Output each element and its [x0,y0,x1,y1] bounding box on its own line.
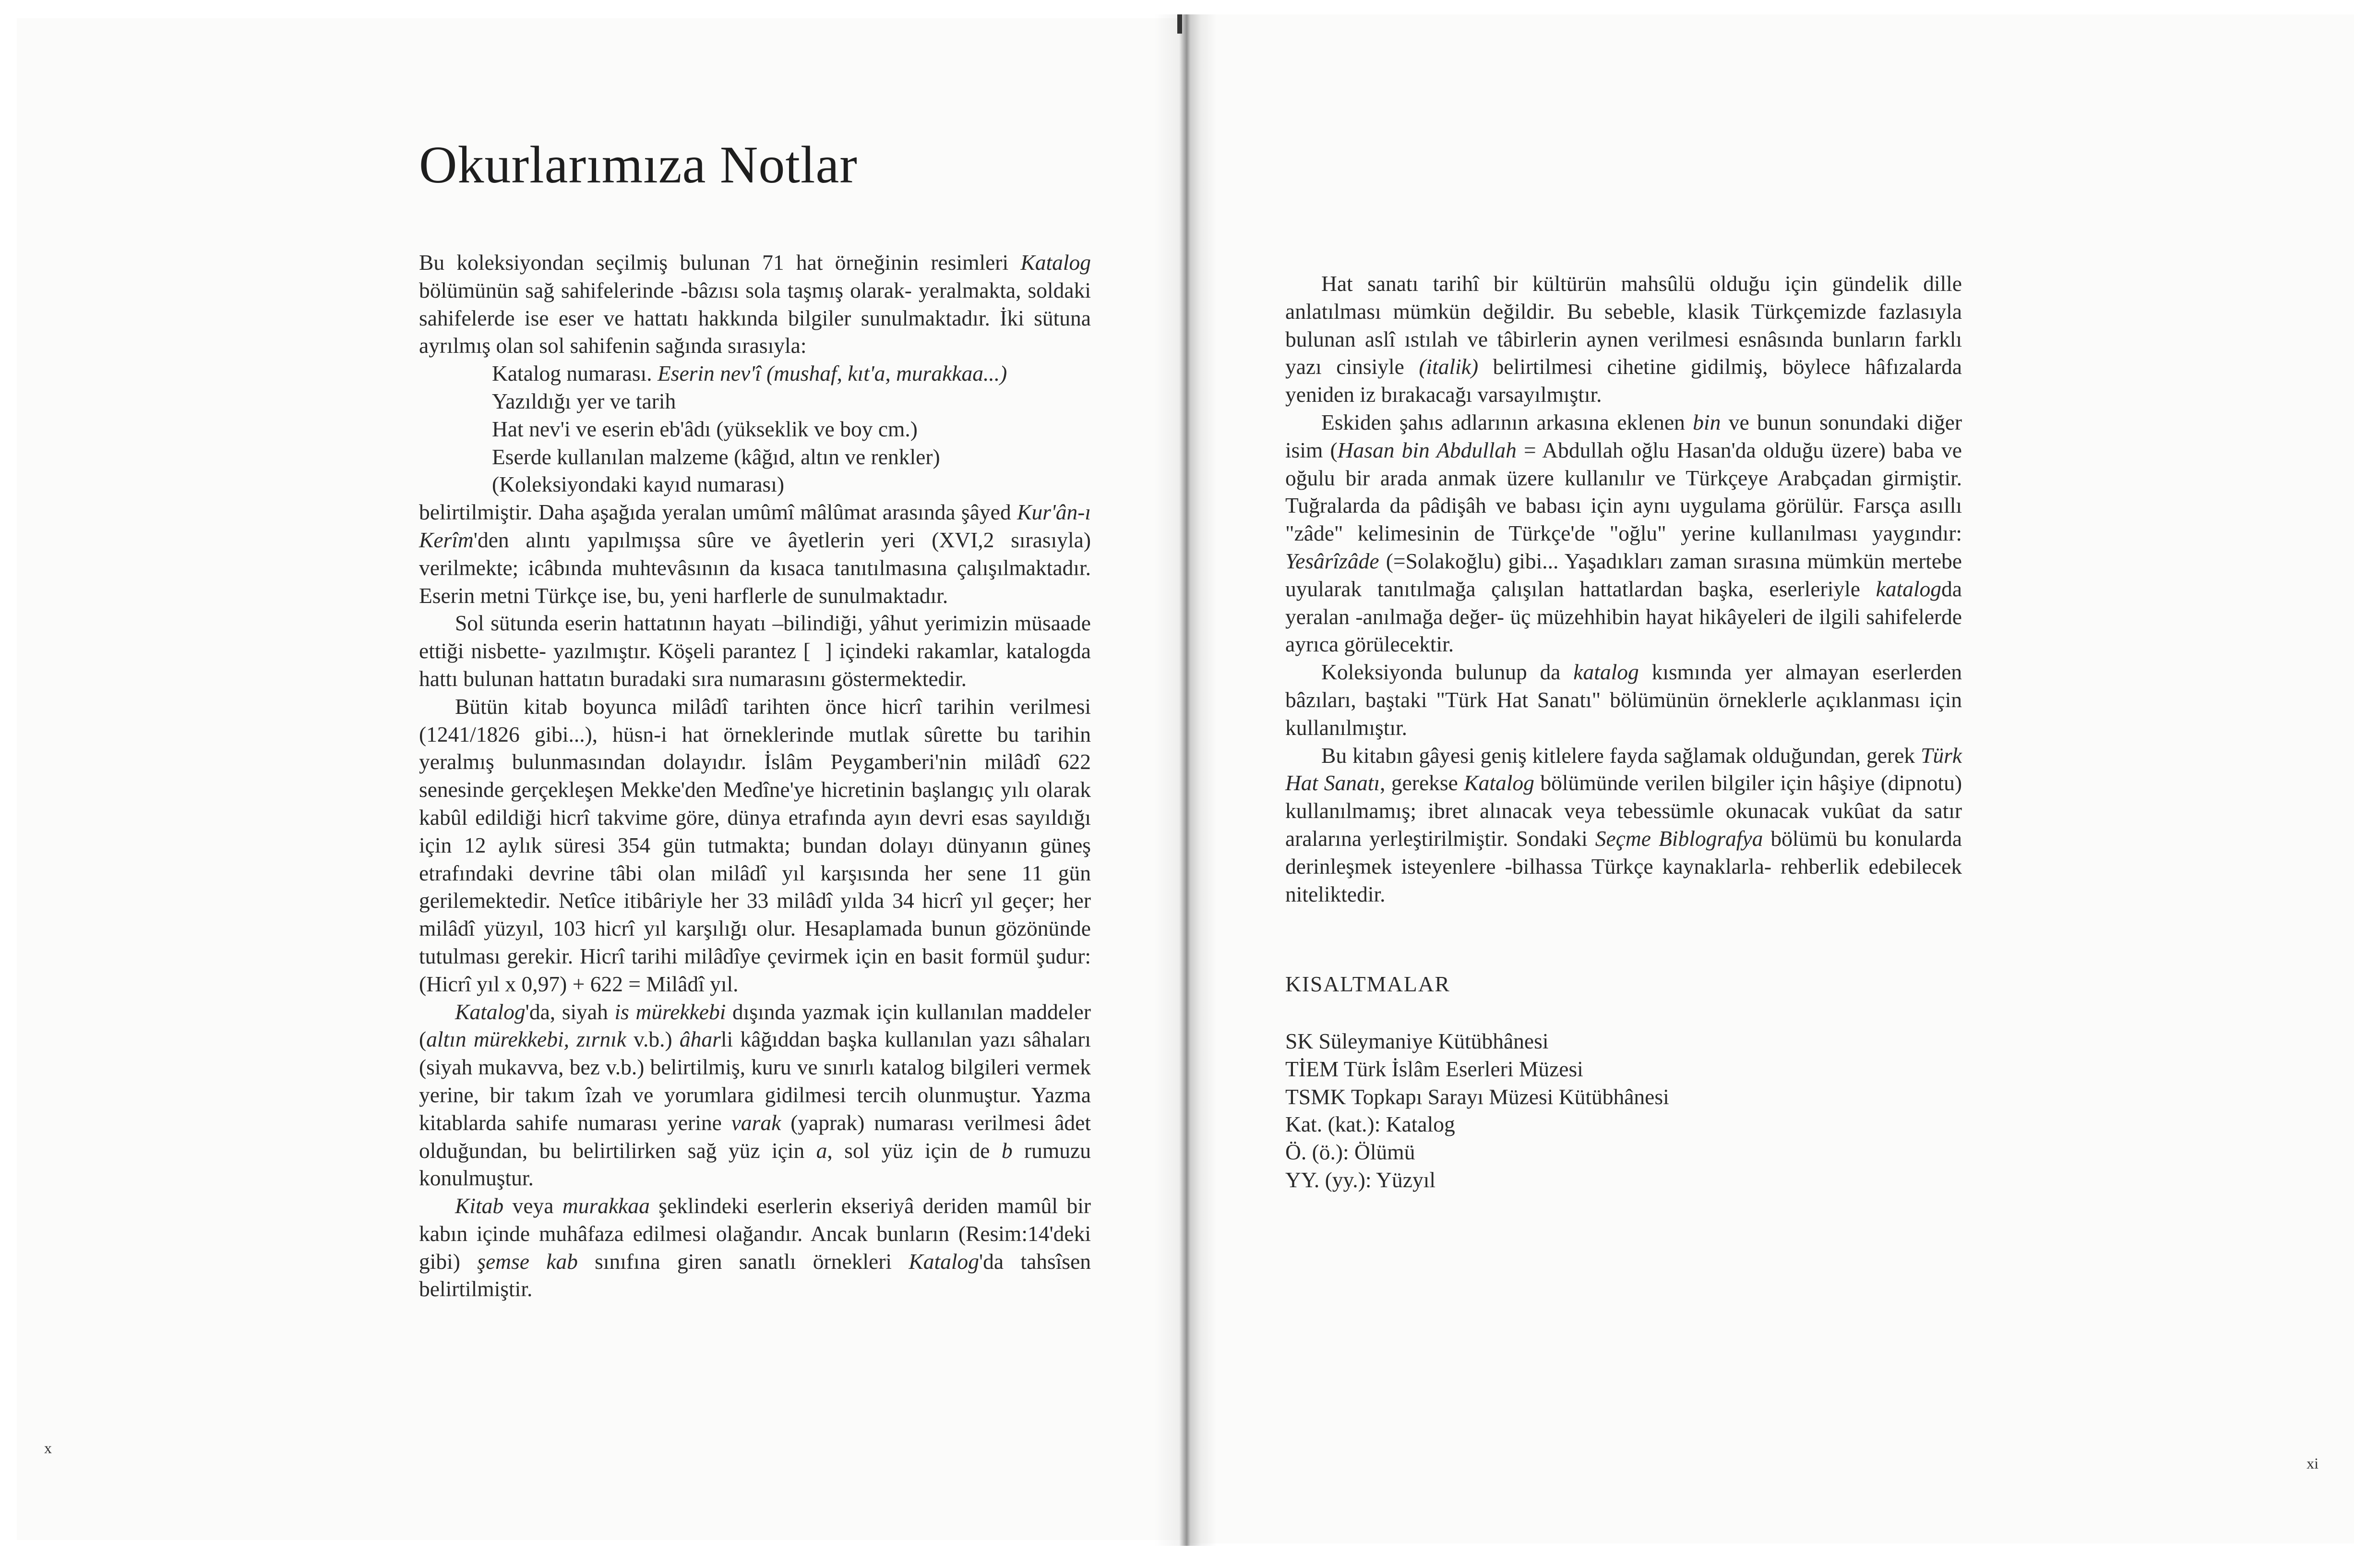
paragraph: Katalog'da, siyah is mürekkebi dışında yazmak için kullanılan maddeler (altın mürekkebi, zırnık v.b.) âharli kâğıddan başka kullanılan yazı sâhaları (siyah mukavva, bez v.b.) belirtilmiş, kuru ve sınırlı katalog bilgileri vermek yerine, bir takım îzah ve yorumlara gidilmesi tercih olunmuştur. Yazma kitablarda sahife numarası yerine varak (yaprak) numarası verilmesi âdet olduğundan, bu belirtilirken sağ yüz için a, sol yüz için de b rumuzu konulmuştur. [419,999,1091,1191]
abbreviation-item: YY. (yy.): Yüzyıl [1285,1167,1435,1192]
paragraph: Eskiden şahıs adlarının arkasına eklenen bin ve bunun sonundaki diğer isim (Hasan bin Abdullah = Abdullah oğlu Hasan'da olduğu üzere) baba ve oğulu bir arada anmak üzere kullanılır ve Türkçeye Arabçadan girmiştir. Tuğralarda da pâdişâh ve babası için aynı uygulama görülür. Farsça asıllı "zâde" kelimesinin de Türkçe'de "oğlu" yerine kullanılması yaygındır: Yesârîzâde (=Solakoğlu) gibi... Yaşadıkları zaman sırasına mümkün mertebe uyularak tanıtılmağa çalışılan hattatlardan başka, eserleriyle katalogda yeralan -anılmağa değer- üç müzehhibin hayat hikâyeleri de ilgili sahifelerde ayrıca görülecektir. [1285,410,1962,657]
paragraph: Bütün kitab boyunca milâdî tarihten önce hicrî tarihin verilmesi (1241/1826 gibi...), hüsn-i hat örneklerinde mutlak sûrette bu tarihin yeralmış bulunmasından dolayıdır. İslâm Peygamberi'nin milâdî 622 senesinde gerçekleşen Mekke'den Medîne'ye hicretinin başlangıç yılı olarak kabûl edildiği hicrî takvime göre, dünya etrafında ayın devri esas sayıldığı için 12 aylık süresi 354 gün tutmakta; bundan dolayı dünyanın güneş etrafındaki devrine tâbi olan milâdî yıl karşısında her sene 11 gün gerilemektedir. Netîce itibâriyle her 33 milâdî yılda 34 hicrî yıl geçer; her milâdî yüzyıl, 103 hicrî yıl karşılığı olur. Hesaplamada bunun gözönünde tutulması gerekir. Hicrî tarihi milâdîye çevirmek için en basit formül şudur: (Hicrî yıl x 0,97) + 622 = Milâdî yıl. [419,694,1091,996]
list-item: Katalog numarası. Eserin nev'î (mushaf, kıt'a, murakkaa...) [492,361,1007,386]
paragraph: Bu koleksiyondan seçilmiş bulunan 71 hat örneğinin resimleri Katalog bölümünün sağ sahifelerinde -bâzısı sola taşmış olarak- yeralmakta, soldaki sahifelerde ise eser ve hattatı hakkında bilgiler sunulmaktadır. İki sütuna ayrılmış olan sol sahifenin sağında sırasıyla: [419,250,1091,358]
right-text-column [1285,270,1962,908]
catalog-field-list [419,360,1091,498]
left-text-column [419,249,1091,1303]
abbreviations-heading: KISALTMALAR [1285,972,1450,996]
abbreviation-item: Kat. (kat.): Katalog [1285,1112,1455,1137]
paragraph: Kitab veya murakkaa şeklindeki eserlerin ekseriyâ deriden mamûl bir kabın içinde muhâfaza edilmesi olağandır. Ancak bunların (Resim:14'deki gibi) şemse kab sınıfına giren sanatlı örnekleri Katalog'da tahsîsen belirtilmiştir. [419,1193,1091,1301]
abbreviations-list [1285,1027,1909,1194]
paragraph: Bu kitabın gâyesi geniş kitlelere fayda sağlamak olduğundan, gerek Türk Hat Sanatı, gerekse Katalog bölümünde verilen bilgiler için hâşiye (dipnotu) kullanılmamış; ibret alınacak veya tebessümle okunacak vukûat da satır aralarına yerleştirilmiştir. Sondaki Seçme Biblografya bölümü bu konularda derinleşmek isteyenlere -bilhassa Türkçe kaynaklarla- rehberlik edebilecek niteliktedir. [1285,743,1962,906]
page-number-left: x [44,1439,52,1457]
paragraph: belirtilmiştir. Daha aşağıda yeralan umûmî mâlûmat arasında şâyed Kur'ân-ı Kerîm'den alıntı yapılmışsa sûre ve âyetlerin yeri (XVI,2 sırasıyla) verilmekte; icâbında muhtevâsının da kısaca tanıtılmasına çalışılmaktadır. Eserin metni Türkçe ise, bu, yeni harflerle de sunulmaktadır. [419,500,1091,608]
paragraph: Koleksiyonda bulunup da katalog kısmında yer almayan eserlerden bâzıları, baştaki "Türk Hat Sanatı" bölümünün örneklerle açıklanması için kullanılmıştır. [1285,660,1962,740]
paragraph: Hat sanatı tarihî bir kültürün mahsûlü olduğu için gündelik dille anlatılması mümkün değildir. Bu sebeble, klasik Türkçemizde fazlasıyla bulunan aslî ıstılah ve tâbirlerin aynen verilmesi esnâsında bunların farklı yazı cinsiyle (italik) belirtilmesi cihetine gidilmiş, böylece hâfızalarda yeniden iz bırakacağı varsayılmıştır. [1285,271,1962,407]
paragraph: Sol sütunda eserin hattatının hayatı –bilindiği, yâhut yerimizin müsaade ettiği nisbette- yazılmıştır. Köşeli parantez [ ] içindeki rakamlar, katalogda hattı bulunan hattatın buradaki sıra numarasını göstermektedir. [419,611,1091,691]
abbreviation-item: TSMK Topkapı Sarayı Müzesi Kütübhânesi [1285,1084,1669,1109]
abbreviation-item: TİEM Türk İslâm Eserleri Müzesi [1285,1056,1583,1081]
list-item: Hat nev'i ve eserin eb'âdı (yükseklik ve boy cm.) [492,416,918,441]
book-gutter [1154,14,1217,1546]
list-item: (Koleksiyondaki kayıd numarası) [492,472,785,497]
list-item: Eserde kullanılan malzeme (kâğıd, altın ve renkler) [492,444,940,469]
abbreviation-item: SK Süleymaniye Kütübhânesi [1285,1029,1549,1053]
list-item: Yazıldığı yer ve tarih [492,388,676,413]
abbreviation-item: Ö. (ö.): Ölümü [1285,1140,1415,1165]
page-title: Okurlarımıza Notlar [419,135,858,194]
page-number-right: xi [2307,1455,2319,1472]
gutter-shadow [1177,14,1182,34]
